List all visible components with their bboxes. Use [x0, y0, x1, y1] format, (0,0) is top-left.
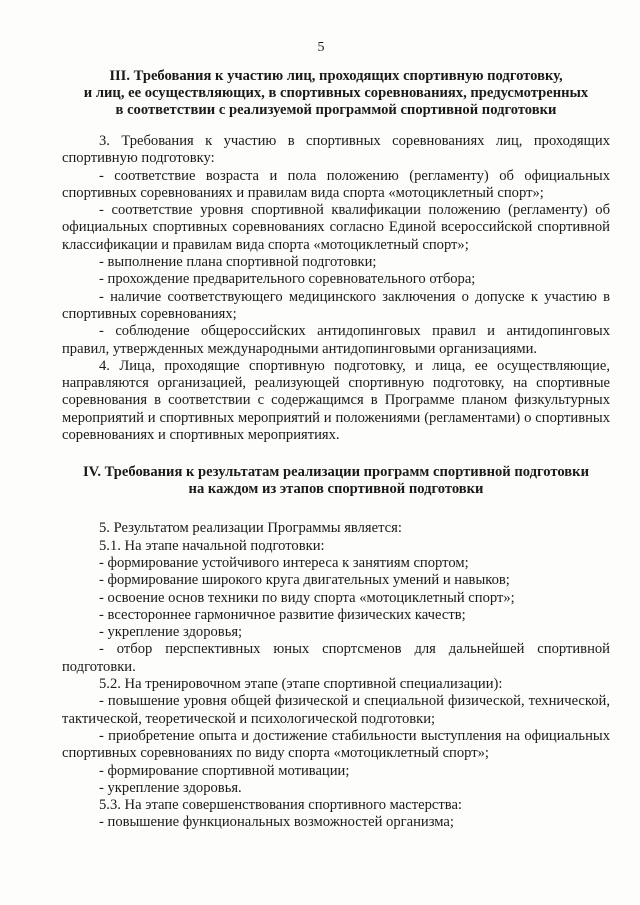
list-item: - соответствие уровня спортивной квалификации положению (регламенту) об официальных спортивных соревнованиях согласно Единой всероссийской спортивной классификации и правилам вида спорта «мотоциклетный спорт»; [62, 202, 610, 253]
subsection-heading: 5.2. На тренировочном этапе (этапе спортивной специализации): [99, 676, 503, 693]
subsection-heading: 5.3. На этапе совершенствования спортивного мастерства: [99, 797, 462, 814]
list-item: - формирование широкого круга двигательных умений и навыков; [99, 572, 510, 589]
list-item: - формирование устойчивого интереса к занятиям спортом; [99, 554, 469, 571]
subsection-heading: 5.1. На этапе начальной подготовки: [99, 537, 325, 554]
paragraph: 4. Лица, проходящие спортивную подготовку, и лица, ее осуществляющие, направляются организацией, реализующей спортивную подготовку, на спортивные соревнования в соответствии с содержащимся в Программе планом физкультурных мероприятий и спортивных мероприятий и положениями (регламентами) о спортивных соревнованиях и спортивных мероприятиях. [62, 357, 610, 444]
list-item: - всестороннее гармоничное развитие физических качеств; [99, 606, 466, 623]
list-item: - отбор перспективных юных спортсменов для дальнейшей спортивной подготовки. [62, 641, 610, 675]
section-4-heading [62, 464, 610, 498]
list-item: - укрепление здоровья. [99, 779, 242, 796]
list-item: - укрепление здоровья; [99, 624, 243, 641]
list-item: - повышение уровня общей физической и специальной физической, технической, тактической, теоретической и психологической подготовки; [62, 693, 610, 727]
list-item: - соблюдение общероссийских антидопинговых правил и антидопинговых правил, утвержденных международными антидопинговыми организациями. [62, 323, 610, 357]
list-item: - формирование спортивной мотивации; [99, 762, 350, 779]
section-4-heading-line: на каждом из этапов спортивной подготовки [188, 481, 484, 498]
section-4-heading-line: IV. Требования к результатам реализации программ спортивной подготовки [83, 464, 589, 481]
list-item: - повышение функциональных возможностей организма; [99, 814, 454, 831]
section-3-heading [62, 68, 610, 119]
list-item: - наличие соответствующего медицинского заключения о допуске к участию в спортивных соревнованиях; [62, 288, 610, 322]
list-item: - выполнение плана спортивной подготовки; [99, 254, 377, 271]
section-3-heading-line: и лиц, ее осуществляющих, в спортивных соревнованиях, предусмотренных [83, 85, 589, 101]
paragraph: 5. Результатом реализации Программы является: [99, 520, 402, 537]
section-3-heading-line: III. Требования к участию лиц, проходящих спортивную подготовку, [109, 68, 563, 84]
page-number: 5 [317, 40, 325, 55]
paragraph: 3. Требования к участию в спортивных соревнованиях лиц, проходящих спортивную подготовку: [62, 133, 610, 167]
list-item: - освоение основ техники по виду спорта «мотоциклетный спорт»; [99, 589, 515, 606]
section-3-heading-line: в соответствии с реализуемой программой спортивной подготовки [115, 102, 557, 118]
section-4-body [62, 520, 610, 831]
section-3-body [62, 133, 610, 444]
list-item: - соответствие возраста и пола положению (регламенту) об официальных спортивных соревнованиях и правилам вида спорта «мотоциклетный спорт»; [62, 167, 610, 201]
list-item: - приобретение опыта и достижение стабильности выступления на официальных спортивных соревнованиях по виду спорта «мотоциклетный спорт»; [62, 727, 610, 762]
list-item: - прохождение предварительного соревновательного отбора; [99, 271, 476, 288]
